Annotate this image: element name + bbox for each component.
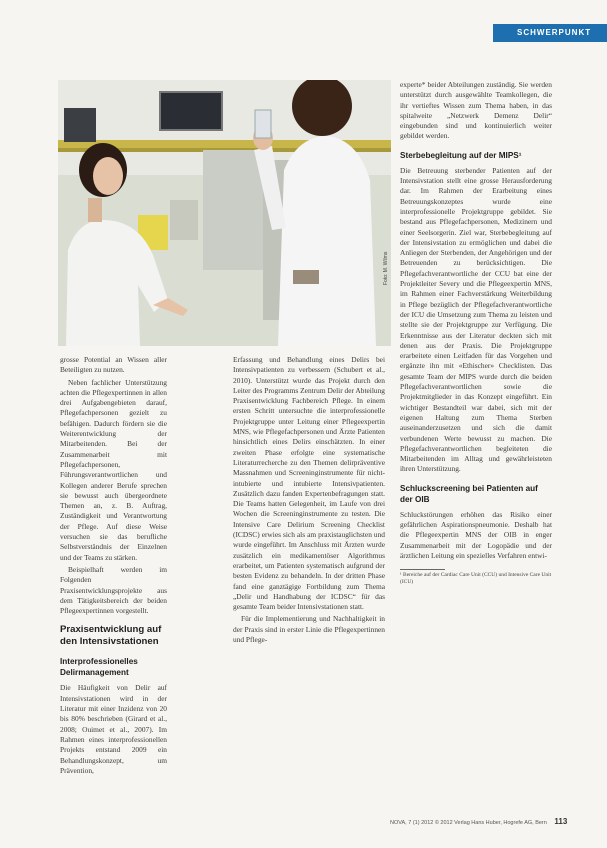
section-header-band (493, 24, 607, 42)
paragraph: Schluckstörungen erhöhen das Risiko einer gefährlichen Aspirationspneumonie. Deshalb hat die Pflegeexpertin MNS der OIB in enger Zusammenarbeit mit der Logopädie und der ärztlichen Leitung ein spezielles Verfahren entwi- (400, 509, 552, 560)
footnote-divider (400, 569, 445, 570)
page-footer (390, 817, 567, 826)
paragraph: experte* beider Abteilungen zuständig. Sie werden unterstützt durch ausgewählte Teamkollegen, die ihr vertieftes Wissen zum Thema haben, in das spitalweite „Netzwerk Demenz Delir“ eingebunden sind und kontinuierlich weiter gebildet werden. (400, 80, 552, 141)
paragraph: Beispielhaft werden im Folgenden Praxisentwicklungsprojekte aus dem Tätigkeitsbereich der beiden Pflegeexpertinnen vorgestellt. (60, 564, 167, 616)
hospital-scene-illustration (58, 80, 391, 346)
paragraph: Erfassung und Behandlung eines Delirs bei Intensivpatienten zu verbessern (Schubert et al., 2010). Unterstützt wurde das Projekt durch den Leiter des Programms Zentrum Delir der Abteilung Praxisentwicklung Fachbereich Pflege. In einem ersten Schritt untersuchte die interprofessionelle Projektgruppe unter Leitung einer Pflegeexpertin MNS, wie Pflegefachpersonen und Ärzte Patienten hinsichtlich eines Delirs einschätzten. In einer zweiten Phase erfolgte eine systematische Literaturrecherche zu den Themen delirpräventive Massnahmen und Screeninginstrumente für nicht-intubierte und intubierte Intensivpatienten. Zusätzlich dazu fanden Expertenbefragungen statt. Die Teams hatten Gelegenheit, im Laufe von drei Wochen die Screeninginstrumente zu testen. Die Intensive Care Delirium Screening Checklist (ICDSC) erwies sich als am praxistauglichsten und wurde eingeführt. Im Anschluss mit Ärzten wurde zusätzlich ein medikamentöser Algorithmus erarbeitet, um Patienten systematisch aufgrund der besten Evidenz zu behandeln. In der dritten Phase fand eine ganztägige Fortbildung zum Thema „Delir und Handhabung der ICDSC“ für das gesamte Team beider Intensivstationen statt. (233, 355, 385, 612)
subsection-heading: Sterbebegleitung auf der MIPS¹ (400, 150, 522, 160)
footnote: ¹ Bereiche auf der Cardiac Care Unit (CCU) und Intensive Care Unit (ICU) (400, 572, 552, 586)
subsection-heading: Interprofessionelles Delirmanagement (60, 657, 138, 678)
text-column-left (60, 355, 167, 778)
paragraph: Die Häufigkeit von Delir auf Intensivstationen wird in der Literatur mit einer Inzidenz von 20 bis 80% beschrieben (Girard et al., 2008; Ouimet et al., 2007). Im Rahmen eines interprofessionellen Projekts entstand 2009 ein Behandlungskonzept, um Prävention, (60, 683, 167, 775)
page-number: 113 (554, 817, 568, 826)
paragraph: Die Betreuung sterbender Patienten auf der Intensivstation stellt eine grosse Herausforderung dar. Im Rahmen der Erarbeitung eines Betreuungskonzeptes wurde eine interprofessionelle Projektgruppe gebildet. Sie bestand aus Pflegefachpersonen, Medizinern und einer Seelsorgerin. Ziel war, Sterbebegleitung auf der Intensivstation zu ermöglichen und dabei die Anliegen der Sterbenden, der Angehörigen und der Betreuenden zu berücksichtigen. Die Pflegefachverantwortliche der CCU bat eine der Projektleiter Severy und die Pflegeexpertin MNS, im Rahmen einer Fachverstärkung Weiterbildung in Pflege bezüglich der Pflegefachverantwortliche der ICU die Umsetzung zum Thema zu leisten und stellte sie der Projektgruppe zur Verfügung. Die Erkenntnisse aus der Literatur deckten sich mit denen aus der Praxis. Die Projektgruppe erarbeitete einen Leitfaden für das Vorgehen und ergänzte ihn mit «Ethischer» Checklisten. Das gesamte Team der MIPS wurde durch die beiden Pflegefachverantwortlichen sowie die Projektmitglieder in das Konzept eingeführt. Ein wichtiger Bestandteil war dabei, sich mit der eigenen Haltung zum Thema Sterben auseinanderzusetzen und sich die damit verbundenen Werte bewusst zu machen. Die Pflegefachverantwortlichen begleiteten die Mitarbeitenden im Alltag und gewährleisteten ihren Unterstützung. (400, 165, 552, 474)
text-column-middle (233, 355, 385, 647)
paragraph: Neben fachlicher Unterstützung achten die Pflegexpertinnen in allen drei Aufgabengebieten darauf, Pflegefachpersonen gezielt zu befähigen. Dadurch fördern sie die Weiterentwicklung der Mitarbeitenden. Bei der Zusammenarbeit mit Pflegefachpersonen, Führungsverantwortlichen und Kollegen anderer Berufe sprechen sie bewusst auch übergeordnete Themen an, z. B. Auftrag, Zuständigkeit und Verantwortung der Pflege. Auf diese Weise versuchen sie das berufliche Selbstverständnis der Einzelnen und der Teams zu stärken. (60, 377, 167, 562)
paragraph: Für die Implementierung und Nachhaltigkeit in der Praxis sind in erster Linie die Pflegexpertinnen und Pflege- (233, 614, 385, 645)
subsection-heading: Schluckscreening bei Patienten auf der OIB (400, 483, 538, 504)
section-heading: Praxisentwicklung auf den Intensivstationen (60, 624, 162, 648)
section-label: SCHWERPUNKT (517, 28, 592, 37)
footer-citation: NOVA, 7 (1) 2012 © 2012 Verlag Hans Huber, Hogrefe AG, Bern (390, 820, 547, 826)
text-column-right (400, 80, 552, 586)
article-photo (58, 80, 391, 346)
photo-credit: Foto: M. Wilms (383, 251, 389, 285)
paragraph: grosse Potential an Wissen aller Beteiligten zu nutzen. (60, 355, 167, 375)
